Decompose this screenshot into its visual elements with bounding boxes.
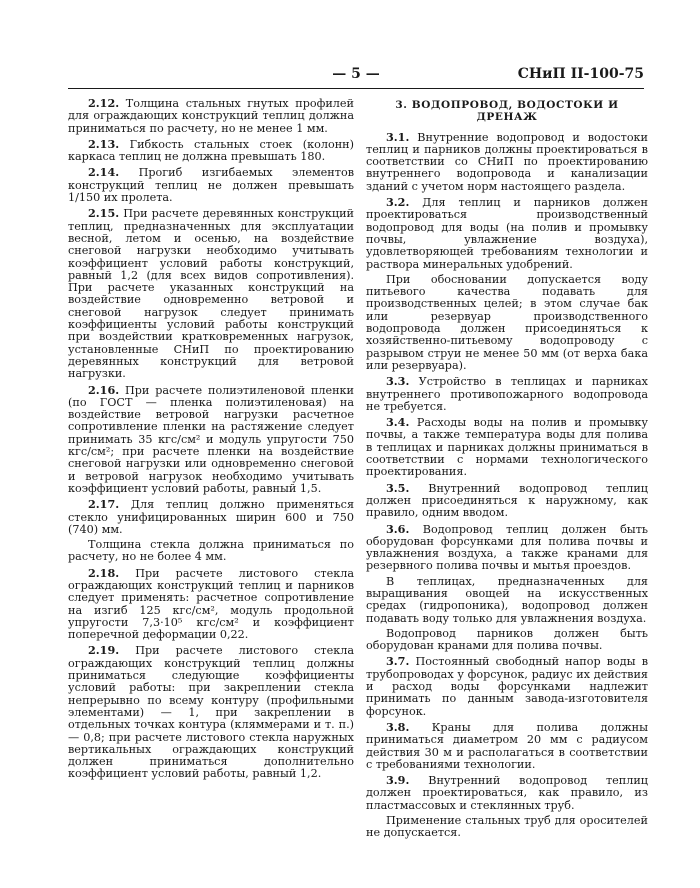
clause-number: 2.12. xyxy=(88,96,120,110)
clause-number: 3.8. xyxy=(386,719,410,734)
clause-number: 2.14. xyxy=(88,165,120,180)
left-column xyxy=(68,97,354,784)
paragraph xyxy=(366,628,648,653)
paragraph xyxy=(68,539,354,564)
paragraph xyxy=(68,567,354,642)
clause-number: 2.13. xyxy=(88,136,120,151)
paragraph-text: Краны для полива должны приниматься диаметром 20 мм с радиусом действия 30 м и располагаться в соответствии с требованиями технологии. xyxy=(366,720,648,771)
paragraph xyxy=(68,644,354,780)
paragraph xyxy=(366,815,648,840)
paragraph xyxy=(366,416,648,478)
paragraph xyxy=(68,207,354,380)
paragraph-text: При расчете полиэтиленовой пленки (по ГОСТ — пленка полиэтиленовая) на воздействие ветровой нагрузки расчетное сопротивление пленки на растяжение следует принимать 35 кгс/см² и модуль упругости 750 кгс/см²; при расчете пленки на воздействие снеговой нагрузки или одновременно снеговой и ветровой нагрузок необходимо учитывать коэффициент условий работы, равный 1,5. xyxy=(68,383,354,495)
paragraph xyxy=(366,482,648,520)
page-number: — 5 — xyxy=(332,66,380,82)
paragraph-text: При расчете листового стекла ограждающих конструкций теплиц должны приниматься следующие коэффициенты условий работы: при закреплении стекла непрерывно по всему контуру (профильными элементами) — 1, при закреплении в отдельных точках контура (кляммерами и т. п.) — 0,8; при расчете листового стекла наружных вертикальных ограждающих конструкций должен приниматься дополнительно коэффициент условий работы, равный 1,2. xyxy=(68,644,354,781)
page-header xyxy=(68,66,644,86)
paragraph xyxy=(366,576,648,625)
paragraph-text: Водопровод парников должен быть оборудован кранами для полива почвы. xyxy=(366,626,648,653)
paragraph-text: При расчете деревянных конструкций теплиц, предназначенных для эксплуатации весной, летом и осенью, на воздействие снеговой нагрузки необходимо учитывать коэффициент условий работы конструкций, равный 1,2 (для всех видов сопротивления). При расчете указанных конструкций на воздействие одновременно ветровой и снеговой нагрузок следует принимать коэффициенты условий работы конструкций при воздействии кратковременных нагрузок, установленные СНиП по проектированию деревянных конструкций для ветровой нагрузки. xyxy=(68,207,354,381)
paragraph xyxy=(366,131,648,193)
paragraph xyxy=(68,138,354,164)
paragraph-text: Водопровод теплиц должен быть оборудован форсунками для полива почвы и увлажнения воздуха, а также кранами для резервного полива почвы и мытья проездов. xyxy=(366,522,648,573)
paragraph xyxy=(366,523,648,573)
document-code: СНиП II-100-75 xyxy=(517,66,644,82)
paragraph-text: Устройство в теплицах и парниках внутреннего противопожарного водопровода не требуется. xyxy=(366,375,648,413)
header-rule xyxy=(68,88,644,89)
paragraph-text: Внутренний водопровод теплиц должен присоединяться к наружному, как правило, одним вводом. xyxy=(366,481,648,520)
clause-number: 2.19. xyxy=(88,643,120,658)
paragraph xyxy=(68,97,354,135)
paragraph-text: Расходы воды на полив и промывку почвы, а также температура воды для полива в теплицах и парниках должны приниматься в соответствии с нормами технологического проектирования. xyxy=(366,416,648,479)
paragraph-text: Прогиб изгибаемых элементов конструкций теплиц не должен превышать 1/150 их пролета. xyxy=(68,166,354,205)
paragraph-text: Толщина стекла должна приниматься по расчету, но не более 4 мм. xyxy=(68,538,354,564)
paragraph xyxy=(366,774,648,812)
paragraph xyxy=(366,274,648,372)
clause-number: 2.16. xyxy=(88,382,120,397)
paragraph xyxy=(366,196,648,271)
clause-number: 3.1. xyxy=(386,129,410,144)
clause-number: 2.18. xyxy=(88,565,120,580)
paragraph xyxy=(366,721,648,771)
paragraph-text: Внутренний водопровод теплиц должен проектироваться, как правило, из пластмассовых и стеклянных труб. xyxy=(366,774,648,812)
paragraph-text: В теплицах, предназначенных для выращивания овощей на искусственных средах (гидропоника), водопровод должен подавать воду только для увлажнения воздуха. xyxy=(366,574,648,625)
clause-number: 2.15. xyxy=(88,206,120,221)
right-paragraphs xyxy=(366,131,648,840)
paragraph-text: Постоянный свободный напор воды в трубопроводах у форсунок, радиус их действия и расход воды форсунками надлежит принимать по данным завода-изготовителя форсунок. xyxy=(366,655,648,718)
paragraph-text: Внутренние водопровод и водостоки теплиц и парников должны проектироваться в соответствии со СНиП по проектированию внутреннего водопровода и канализации зданий с учетом норм настоящего раздела. xyxy=(366,130,648,193)
clause-number: 3.3. xyxy=(386,374,410,389)
section-title: 3. ВОДОПРОВОД, ВОДОСТОКИ И ДРЕНАЖ xyxy=(395,99,619,124)
paragraph-text: Толщина стальных гнутых профилей для ограждающих конструкций теплиц должна приниматься по расчету, но не менее 1 мм. xyxy=(68,97,354,135)
paragraph xyxy=(68,498,354,536)
clause-number: 3.2. xyxy=(386,195,410,210)
paragraph-text: Гибкость стальных стоек (колонн) каркаса теплиц не должна превышать 180. xyxy=(68,137,354,164)
paragraph xyxy=(68,384,354,496)
paragraph-text: Применение стальных труб для оросителей не допускается. xyxy=(366,814,648,840)
right-column xyxy=(366,97,648,843)
clause-number: 3.6. xyxy=(386,521,410,536)
paragraph-text: При расчете листового стекла ограждающих конструкций теплиц и парников следует применять: расчетное сопротивление на изгиб 125 кгс/см², модуль продольной упругости 7,3·10⁵ кгс/см² и коэффициент поперечной деформации 0,22. xyxy=(68,566,354,642)
clause-number: 2.17. xyxy=(88,497,120,512)
paragraph xyxy=(68,166,354,204)
paragraph-text: При обосновании допускается воду питьевого качества подавать для производственных целей; в этом случае бак или резервуар производственного водопровода должен присоединяться к хозяйственно-питьевому водопроводу с разрывом струи не менее 50 мм (от верха бака или резервуара). xyxy=(366,272,648,372)
clause-number: 3.7. xyxy=(386,654,410,669)
paragraph-text: Для теплиц и парников должен проектироваться производственный водопровод для воды (на полив и промывку почвы, увлажнение воздуха), удовлетворяющей требованиям технологии и раствора минеральных удобрений. xyxy=(366,196,648,271)
clause-number: 3.9. xyxy=(386,773,410,788)
clause-number: 3.4. xyxy=(386,415,410,430)
paragraph-text: Для теплиц должно применяться стекло унифицированных ширин 600 и 750 (740) мм. xyxy=(68,498,355,536)
paragraph xyxy=(366,655,648,717)
paragraph xyxy=(366,375,648,413)
clause-number: 3.5. xyxy=(386,480,410,495)
